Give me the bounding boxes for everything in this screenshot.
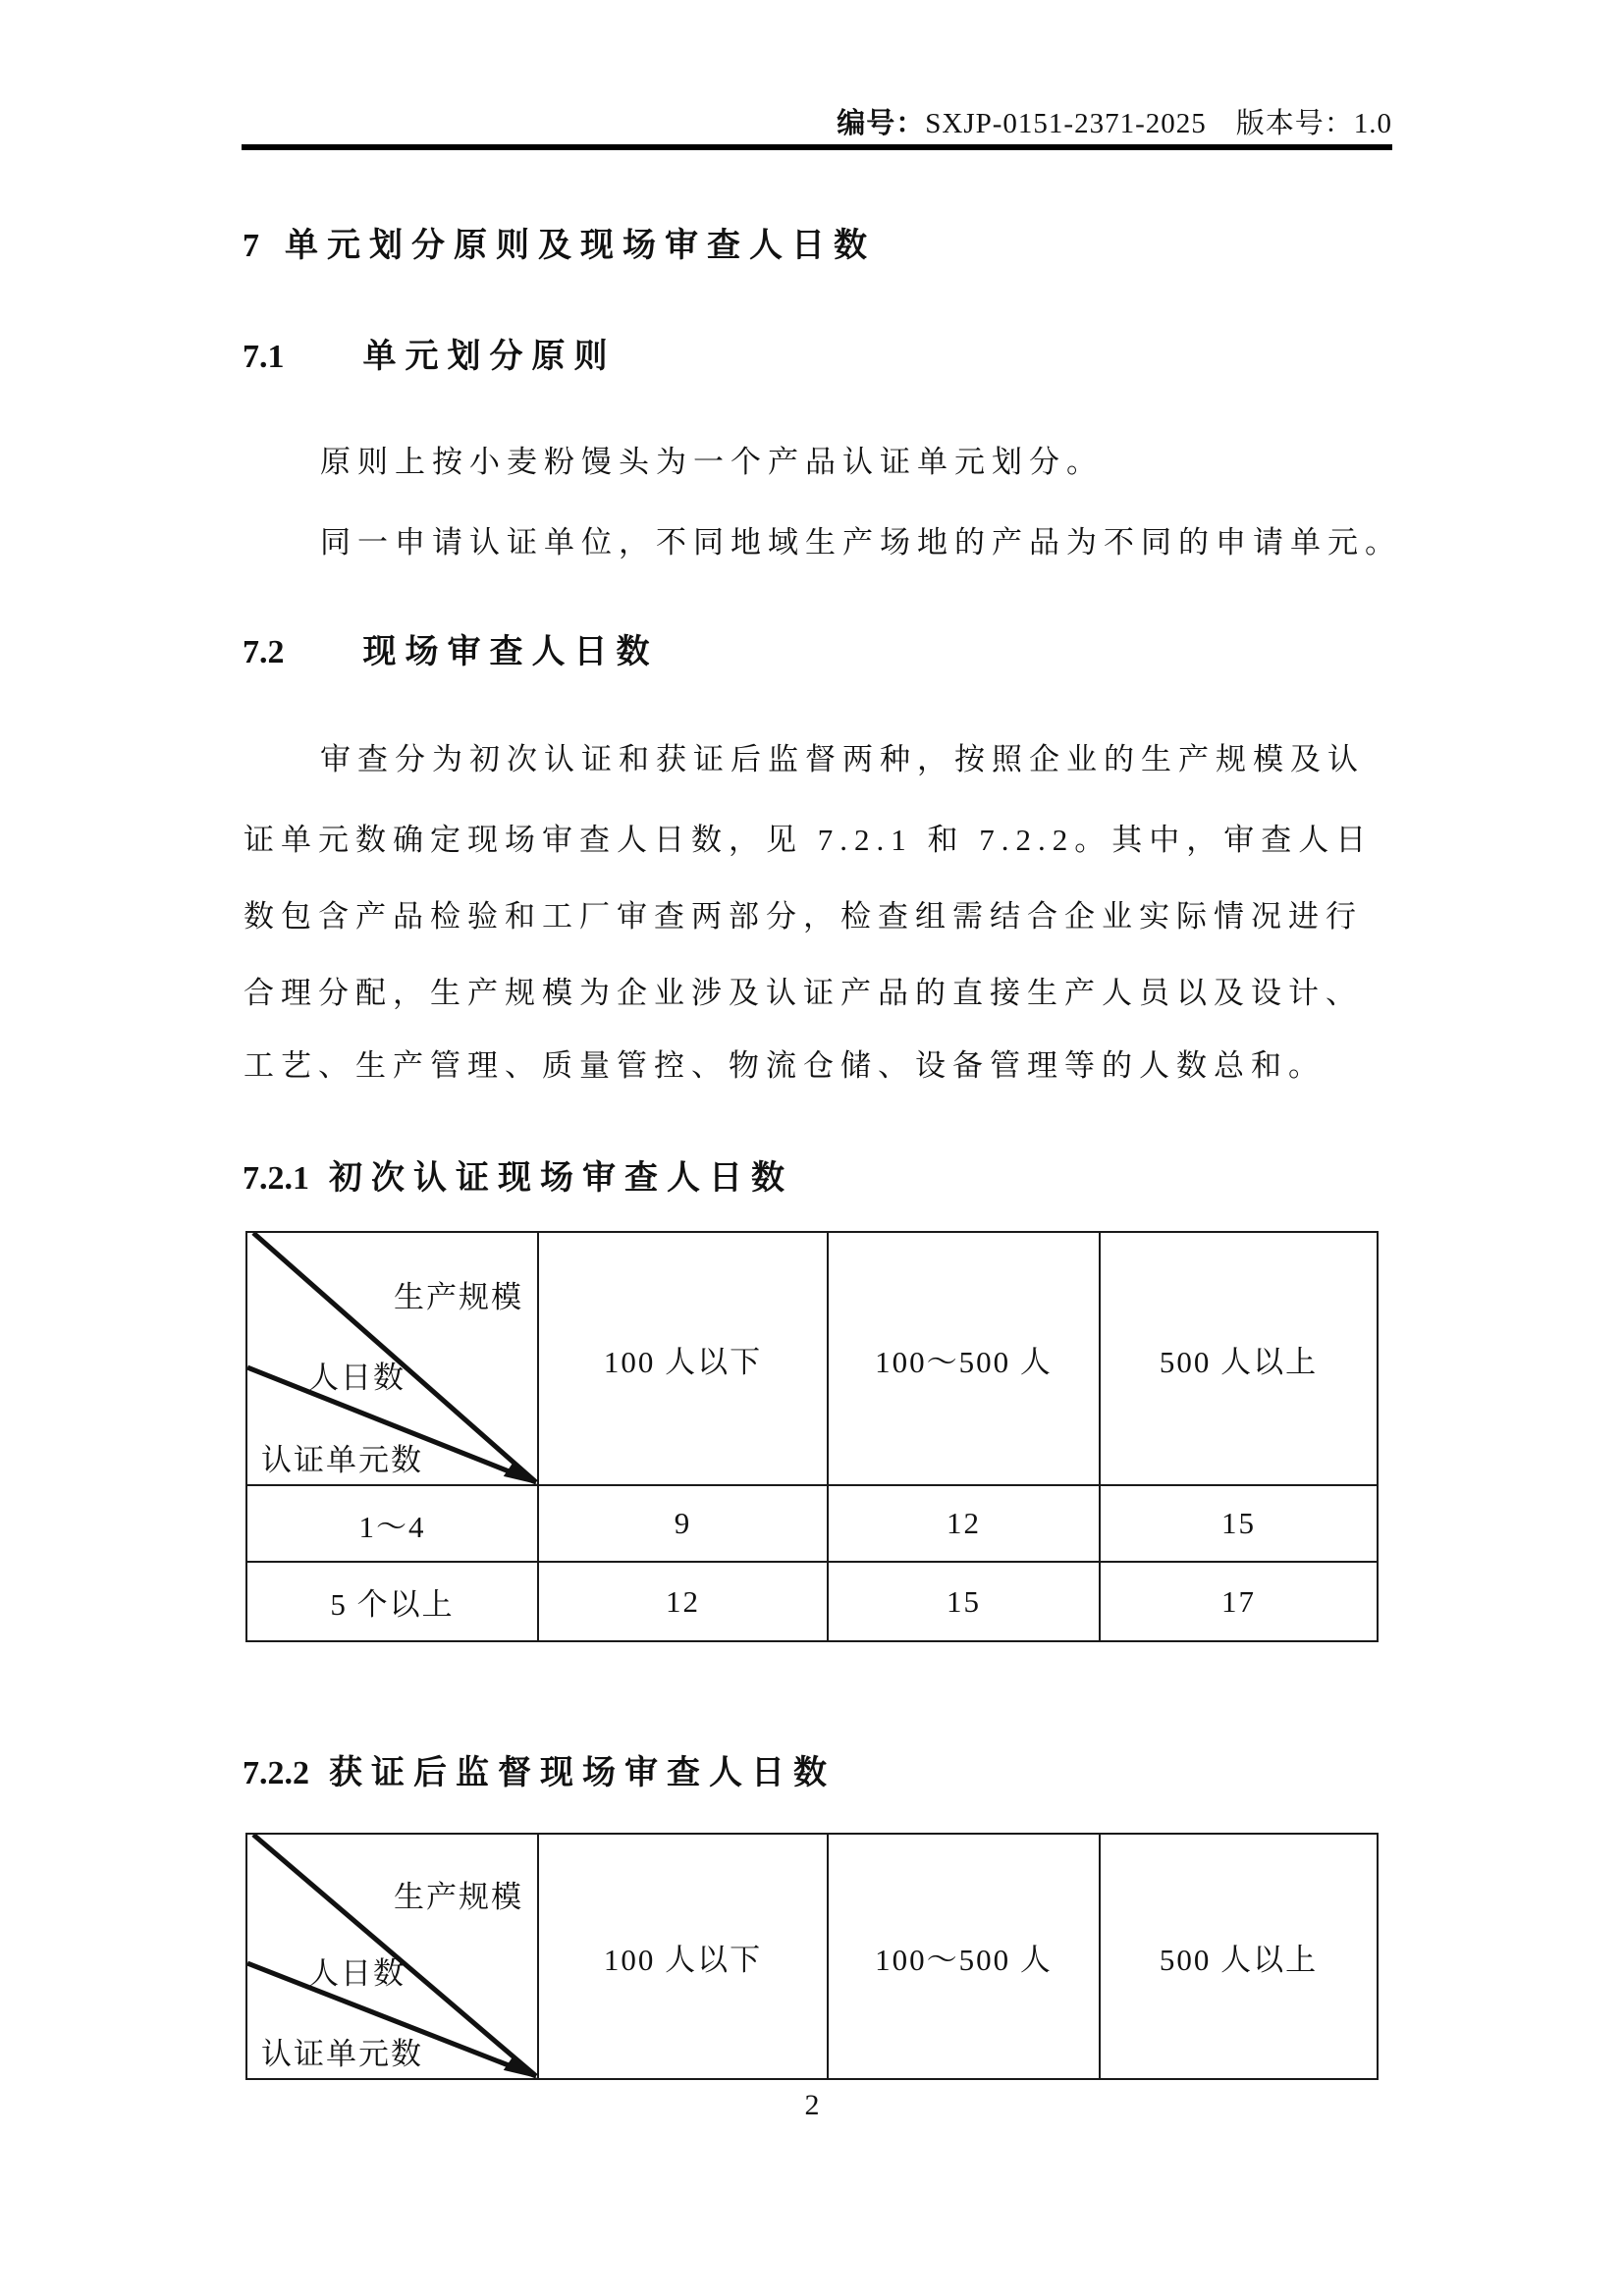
table-corner-cell <box>246 1232 538 1485</box>
table-header-row <box>246 1232 1378 1485</box>
column-header: 500 人以上 <box>1100 1834 1378 2079</box>
section-number: 7.2 <box>243 634 285 670</box>
section-title: 单元划分原则 <box>362 339 617 375</box>
table-header-row <box>246 1834 1378 2079</box>
paragraph-line: 合理分配，生产规模为企业涉及认证产品的直接生产人员以及设计、 <box>244 976 1363 1010</box>
table-cell: 12 <box>828 1485 1100 1562</box>
section-heading-7-2-2 <box>243 1745 836 1793</box>
corner-label-production-scale: 生产规模 <box>394 1880 523 1914</box>
doc-number-value: SXJP-0151-2371-2025 <box>925 108 1207 139</box>
section-title: 单元划分原则及现场审查人日数 <box>285 228 876 264</box>
corner-label-person-days: 人日数 <box>308 1361 406 1395</box>
table-cell: 17 <box>1100 1562 1378 1641</box>
paragraph-line: 审查分为初次认证和获证后监督两种，按照企业的生产规模及认 <box>320 742 1365 776</box>
section-heading-7-2-1 <box>243 1150 793 1199</box>
section-heading-7-1 <box>243 329 617 377</box>
paragraph-line: 数包含产品检验和工厂审查两部分，检查组需结合企业实际情况进行 <box>244 899 1363 934</box>
table-initial-certification <box>245 1231 1379 1642</box>
column-header: 100～500 人 <box>828 1232 1100 1485</box>
header-divider-line <box>242 144 1392 150</box>
table-row <box>246 1485 1378 1562</box>
doc-number-label: 编号： <box>837 108 926 139</box>
corner-label-person-days: 人日数 <box>308 1956 406 1991</box>
version-value: 1.0 <box>1353 108 1392 139</box>
paragraph-line: 工艺、生产管理、质量管控、物流仓储、设备管理等的人数总和。 <box>244 1048 1326 1083</box>
table-cell: 15 <box>1100 1485 1378 1562</box>
section-heading-7-2 <box>243 624 659 672</box>
table-row <box>246 1562 1378 1641</box>
section-number: 7.1 <box>243 339 285 375</box>
section-title: 现场审查人日数 <box>362 634 659 670</box>
column-header: 500 人以上 <box>1100 1232 1378 1485</box>
document-header <box>242 101 1392 141</box>
table-cell: 15 <box>828 1562 1100 1641</box>
paragraph-line: 证单元数确定现场审查人日数，见 7.2.1 和 7.2.2。其中，审查人日 <box>244 823 1374 857</box>
section-title: 获证后监督现场审查人日数 <box>329 1755 836 1791</box>
version-label: 版本号： <box>1235 108 1354 139</box>
section-number: 7.2.2 <box>243 1755 309 1791</box>
table-cell: 9 <box>538 1485 828 1562</box>
corner-label-production-scale: 生产规模 <box>394 1280 523 1314</box>
section-heading-7 <box>243 218 876 266</box>
corner-label-cert-units: 认证单元数 <box>261 2037 423 2071</box>
row-label: 5 个以上 <box>246 1562 538 1641</box>
row-label: 1～4 <box>246 1485 538 1562</box>
page-number: 2 <box>804 2089 820 2121</box>
section-number: 7.2.1 <box>243 1160 309 1197</box>
column-header: 100 人以下 <box>538 1232 828 1485</box>
paragraph-line: 同一申请认证单位，不同地域生产场地的产品为不同的申请单元。 <box>320 525 1402 560</box>
table-cell: 12 <box>538 1562 828 1641</box>
corner-label-cert-units: 认证单元数 <box>261 1443 423 1477</box>
table-corner-cell <box>246 1834 538 2079</box>
section-title: 初次认证现场审查人日数 <box>329 1160 793 1197</box>
column-header: 100 人以下 <box>538 1834 828 2079</box>
table-post-cert-surveillance <box>245 1833 1379 2080</box>
paragraph-line: 原则上按小麦粉馒头为一个产品认证单元划分。 <box>320 445 1104 479</box>
column-header: 100～500 人 <box>828 1834 1100 2079</box>
section-number: 7 <box>243 228 259 264</box>
